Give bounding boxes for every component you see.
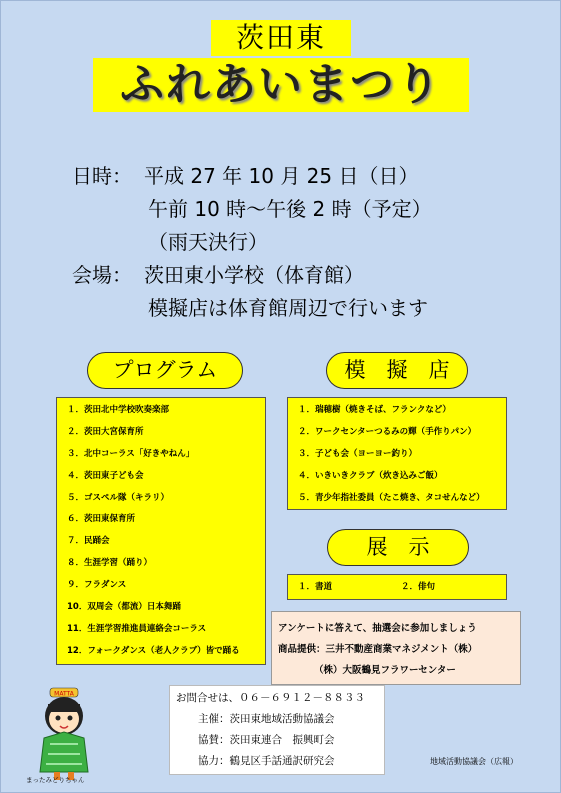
program-item: ３．北中コーラス「好きやねん」 [67, 448, 195, 459]
venue-label: 会場： [72, 263, 132, 287]
date-line3: （雨天決行） [148, 230, 268, 254]
program-item: ２．茨田大宮保育所 [67, 426, 144, 437]
mascot-name: まったみどりちゃん [26, 776, 85, 784]
contact-box [169, 685, 385, 775]
program-list [56, 397, 266, 665]
date-line1: 平成 27 年 10 月 25 日（日） [144, 164, 419, 188]
contact-support: 協力：鶴見区手話通訳研究会 [198, 755, 335, 767]
program-item: 12．フォークダンス（老人クラブ）皆で踊る [67, 645, 240, 656]
mogiten-item: ３．子ども会（ヨーヨー釣り） [298, 448, 418, 459]
mogiten-list [287, 397, 507, 510]
date-row [72, 160, 432, 193]
program-item: ５．ゴスペル隊（キラリ） [67, 492, 170, 503]
mascot-badge: MATTA [54, 690, 74, 698]
venue-line2: 模擬店は体育館周辺で行います [148, 296, 428, 320]
contact-phone: お問合せは、０６－６９１２－８８３３ [176, 692, 365, 704]
program-item: 10．双周会（都流）日本舞踊 [67, 602, 181, 613]
program-item: ７．民踊会 [67, 536, 110, 547]
publisher-note: 地域活動協議会（広報） [430, 757, 518, 766]
tenji-item: ２．俳句 [400, 582, 435, 592]
program-item: ４．茨田東子ども会 [67, 470, 144, 481]
tenji-item: １．書道 [298, 582, 333, 592]
contact-host: 主催：茨田東地域活動協議会 [198, 713, 335, 725]
tenji-list [287, 574, 507, 600]
prize-sponsor-2: （株）大阪鶴見フラワーセンター [314, 665, 456, 676]
title-main: ふれあいまつり [93, 58, 469, 112]
title-top: 茨田東 [211, 20, 351, 56]
program-item: ８．生涯学習（踊り） [67, 558, 153, 569]
program-item: １．茨田北中学校吹奏楽部 [67, 405, 170, 415]
questionnaire-line: アンケートに答えて、抽選会に参加しましょう [278, 623, 477, 634]
mogiten-item: ２．ワークセンターつるみの輝（手作りパン） [298, 426, 477, 437]
date-line2: 午前 10 時～午後 2 時（予定） [148, 197, 432, 221]
event-info [72, 160, 432, 325]
program-item: ９．フラダンス [67, 580, 127, 591]
contact-cosponsor: 協賛：茨田東連合 振興町会 [198, 734, 335, 746]
questionnaire-box [271, 611, 521, 685]
mogiten-item: ５．青少年指社委員（たこ焼き、タコせんなど） [298, 492, 485, 503]
mogiten-heading: 模 擬 店 [326, 352, 468, 389]
venue-row [72, 259, 432, 292]
program-heading: プログラム [87, 352, 243, 389]
tenji-row [288, 575, 506, 599]
venue-line1: 茨田東小学校（体育館） [144, 263, 364, 287]
mascot-icon [26, 686, 102, 782]
mogiten-item: ４．いきいきクラブ（炊き込みご飯） [298, 470, 443, 481]
mogiten-item: １．瑞穂樹（焼きそば、フランクなど） [298, 405, 451, 415]
date-label: 日時： [72, 164, 132, 188]
program-item: 11．生涯学習推進員連絡会コーラス [67, 623, 207, 634]
program-item: ６．茨田東保育所 [67, 514, 136, 525]
tenji-heading: 展 示 [327, 529, 469, 566]
prize-sponsor-1: 商品提供：三井不動産商業マネジメント（株） [278, 644, 478, 655]
